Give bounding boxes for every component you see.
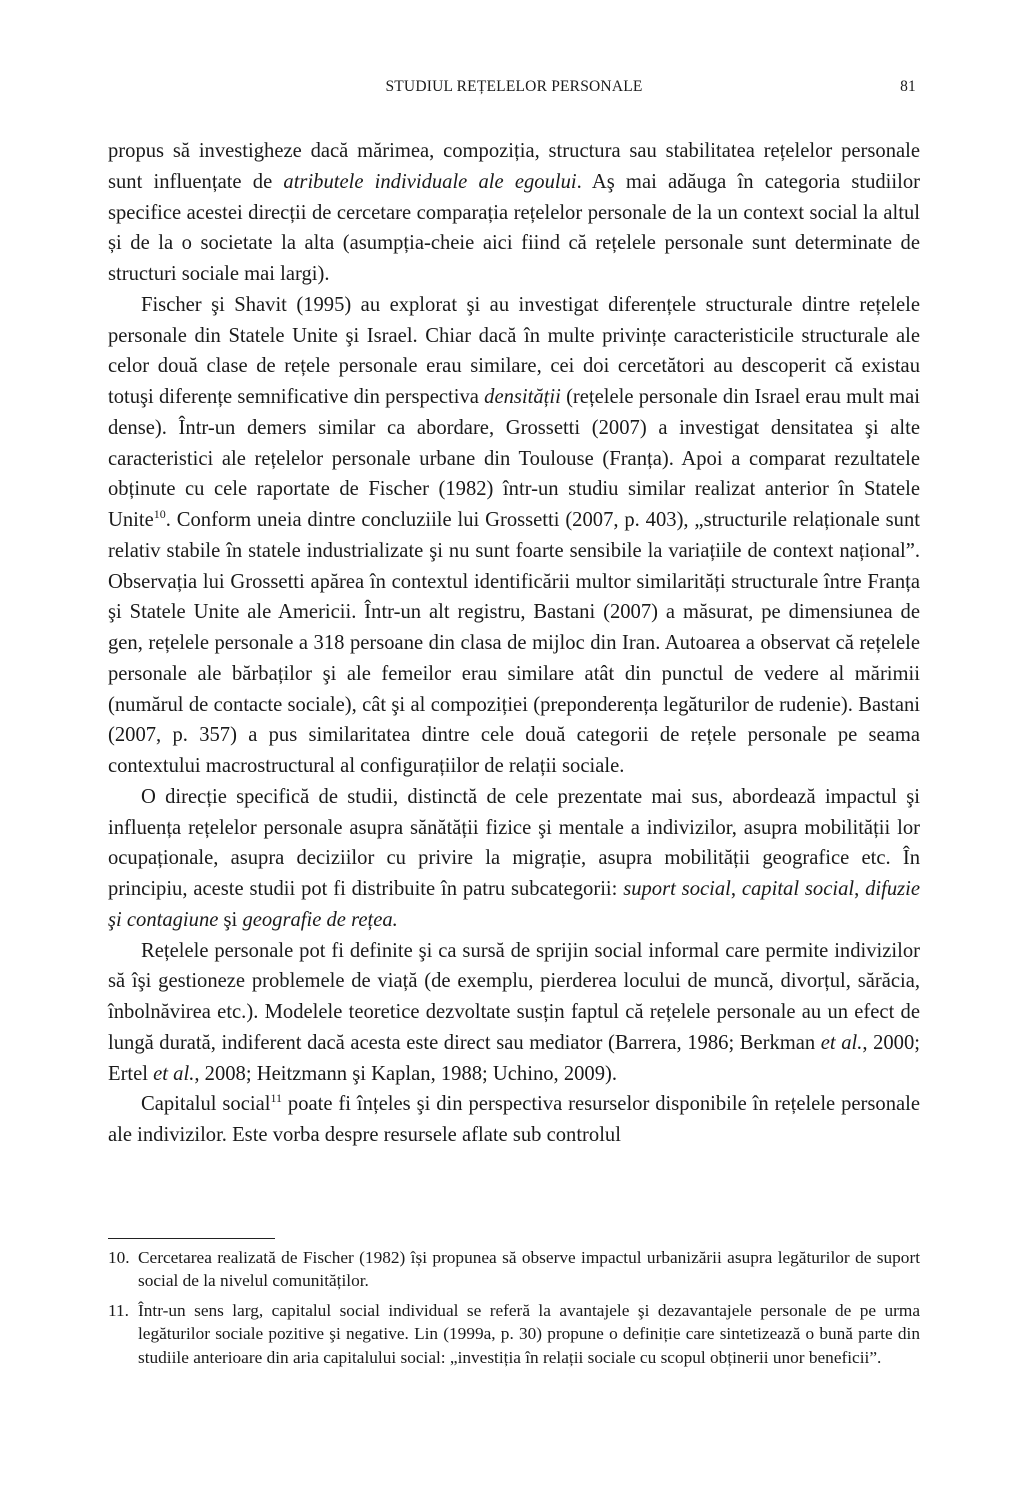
emphasis-text: et al. bbox=[820, 1031, 863, 1054]
emphasis-text: difuzie şi contagiune bbox=[108, 878, 920, 931]
text-run: , 2000; Ertel bbox=[108, 1031, 920, 1085]
text-run: (rețelele personale din Israel erau mult mai dense). Într-un demers similar ca abordare, Grossetti (2007) a investigat densitatea şi alte caracteristici ale rețelelor personale urbane din Toulouse (Franța). Apoi a comparat rezultatele obținute cu cele raportate de Fischer (1982) într-un studiu similar realizat anterior în Statele Unite bbox=[108, 386, 920, 531]
text-run: . Conform uneia dintre concluziile lui Grossetti (2007, p. 403), „structurile relaționale sunt relativ stabile în statele industrializate şi nu sunt foarte sensibile la variațiile de context național”. Observația lui Grossetti apărea în contextul identificării multor similarități structurale între Franța şi Statele Unite ale Americii. Într-un alt registru, Bastani (2007) a măsurat, pe dimensiunea de gen, rețelele personale a 318 persoane din clasa de mijloc din Iran. Autoarea a observat că rețelele personale ale bărbaților şi ale femeilor erau similare atât din punctul de vedere al mărimii (numărul de contacte sociale), cât şi al compoziției (preponderența legăturilor de rudenie). Bastani (2007, p. 357) a pus similaritatea dintre cele două categorii de rețele personale pe seama contextului macrostructural al configurațiilor de relații sociale. bbox=[108, 509, 920, 777]
main-text bbox=[108, 136, 920, 1151]
text-run: , bbox=[854, 878, 866, 900]
text-run: Rețelele personale pot fi definite şi ca sursă de sprijin social informal care permite indivizilor să îşi gestioneze problemele de viață (de exemplu, pierderea locului de muncă, divorțul, sărăcia, înbolnăvirea etc.). Modelele teoretice dezvoltate susțin faptul că rețelele personale au un efect de lungă durată, indiferent dacă acesta este direct sau mediator (Barrera, 1986; Berkman bbox=[108, 939, 920, 1054]
emphasis-text: et al. bbox=[153, 1062, 195, 1085]
footnote-text: Cercetarea realizată de Fischer (1982) își propunea să observe impactul urbanizării asupra legăturilor de suport social de la nivelul comunităților. bbox=[138, 1248, 920, 1291]
paragraph-continuation bbox=[108, 136, 920, 290]
emphasis-text: geografie de rețea. bbox=[242, 908, 398, 931]
paragraph-sprijin-social bbox=[108, 936, 920, 1090]
footnote-ref-11[interactable]: 11 bbox=[270, 1091, 283, 1106]
text-run: şi bbox=[218, 908, 243, 931]
footnote-separator bbox=[108, 1238, 275, 1239]
paragraph-directie-specifica bbox=[108, 782, 920, 936]
text-run: Capitalul social bbox=[141, 1093, 271, 1116]
text-run: poate fi înțeles şi din perspectiva resurselor disponibile în rețelele personale ale indivizilor. Este vorba despre resursele aflate sub controlul bbox=[108, 1093, 920, 1146]
emphasis-text: suport social bbox=[623, 878, 731, 900]
page-number: 81 bbox=[900, 78, 916, 95]
emphasis-text: capital social bbox=[741, 878, 855, 900]
footnotes bbox=[108, 1246, 920, 1371]
text-run: O direcție specifică de studii, distinctă de cele prezentate mai sus, abordează impactul şi influența rețelelor personale asupra sănătății fizice şi mentale a indivizilor, asupra mobilității lor ocupaționale, asupra deciziilor cu privire la migrație, asupra mobilității geografice etc. În principiu, aceste studii pot fi distribuite în patru subcategorii: bbox=[108, 785, 920, 900]
emphasis-text: atributele individuale ale egoului bbox=[283, 170, 577, 193]
paragraph-fischer-shavit bbox=[108, 290, 920, 782]
footnote-11 bbox=[108, 1299, 920, 1369]
text-run: , bbox=[730, 878, 742, 900]
emphasis-text: densității bbox=[484, 386, 561, 408]
text-run: propus să investigheze dacă mărimea, compoziția, structura sau stabilitatea rețelelor personale sunt influențate de bbox=[108, 140, 920, 193]
footnote-number: 10. bbox=[108, 1248, 130, 1267]
paragraph-capital-social bbox=[108, 1089, 920, 1151]
footnote-10 bbox=[108, 1246, 920, 1293]
footnote-ref-10[interactable]: 10 bbox=[153, 507, 166, 521]
text-run: Fischer şi Shavit (1995) au explorat şi au investigat diferențele structurale dintre rețelele personale din Statele Unite şi Israel. Chiar dacă în multe privințe caracteristicile structurale ale celor două clase de rețele personale erau similare, cei doi cercetători au descoperit că existau totuşi diferențe semnificative din perspectiva bbox=[108, 293, 920, 408]
running-header bbox=[108, 78, 920, 102]
text-run: . Aş mai adăuga în categoria studiilor specifice acestei direcții de cercetare comparația rețelelor personale de la un context social la altul și de la o societate la alta (asumpția-cheie aici fiind că rețelele personale sunt determinate de structuri sociale mai largi). bbox=[108, 170, 920, 285]
text-run: , 2008; Heitzmann şi Kaplan, 1988; Uchino, 2009). bbox=[194, 1062, 618, 1085]
footnote-number: 11. bbox=[108, 1300, 129, 1320]
footnote-text: Într-un sens larg, capitalul social individual se referă la avantajele şi dezavantajele personale de pe urma legăturilor sociale pozitive şi negative. Lin (1999a, p. 30) propune o definiție care sintetizează o bună parte din studiile anterioare din aria capitalului social: „investiția în relații sociale cu scopul obținerii unor beneficii”. bbox=[138, 1300, 920, 1367]
running-title: STUDIUL REȚELELOR PERSONALE bbox=[385, 78, 643, 95]
